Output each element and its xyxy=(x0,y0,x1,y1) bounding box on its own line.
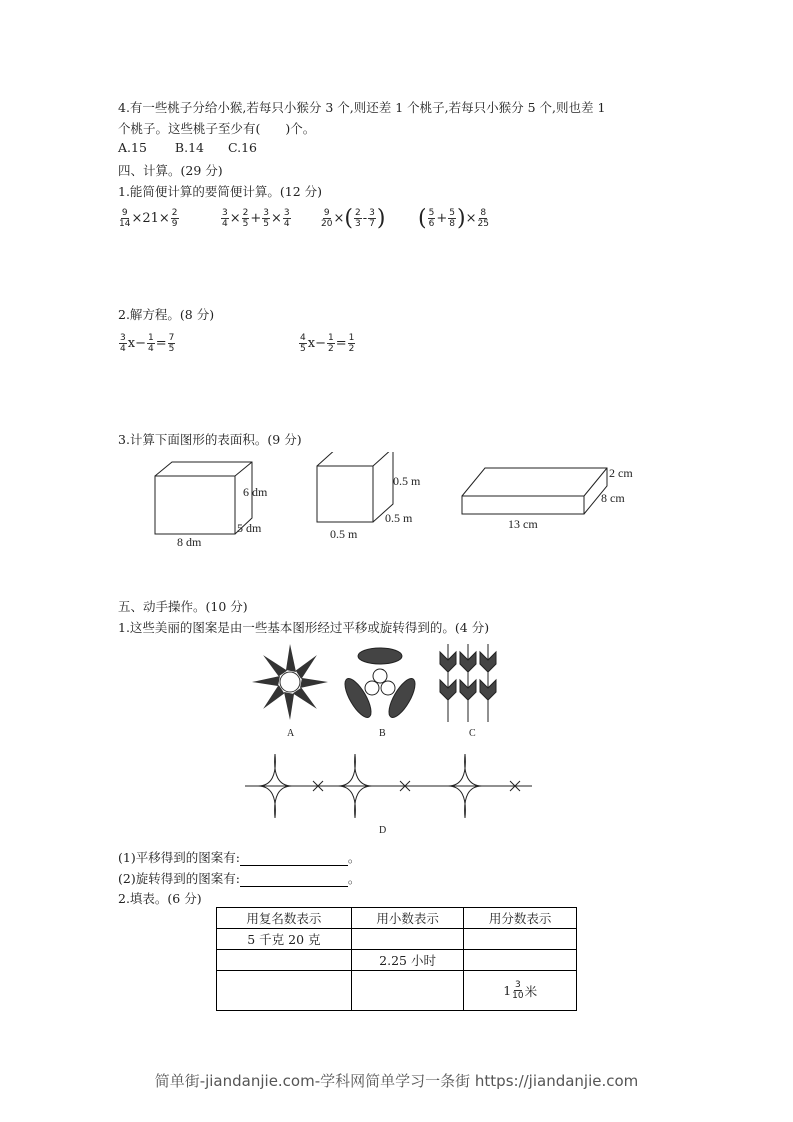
fraction xyxy=(119,208,130,229)
table-row xyxy=(217,929,577,950)
denominator: 10 xyxy=(512,991,524,1001)
slab-width: 13 cm xyxy=(508,517,538,531)
operator: × xyxy=(271,211,282,226)
numerator: 2 xyxy=(242,208,249,218)
fraction xyxy=(428,208,436,229)
expression-4 xyxy=(418,205,490,231)
label-a: A xyxy=(287,728,295,739)
cell: 2.25 小时 xyxy=(351,950,464,971)
table-row xyxy=(217,950,577,971)
denominator: 5 xyxy=(263,219,270,229)
box1-width: 8 dm xyxy=(177,535,202,549)
cell: 5 千克 20 克 xyxy=(217,929,352,950)
fraction xyxy=(242,208,250,229)
denominator: 6 xyxy=(428,219,435,229)
fraction xyxy=(348,333,356,354)
numerator: 4 xyxy=(300,333,306,343)
operator: = xyxy=(155,336,167,351)
header-decimal: 用小数表示 xyxy=(351,908,464,929)
numerator: 3 xyxy=(515,980,521,990)
box1-height: 6 dm xyxy=(243,485,268,499)
equation-question: 2.解方程。(8 分) xyxy=(118,307,215,322)
fraction xyxy=(147,333,155,354)
unit: 米 xyxy=(524,983,538,999)
operator: × xyxy=(465,211,477,226)
section5-title: 五、动手操作。(10 分) xyxy=(118,599,248,614)
cube-width: 0.5 m xyxy=(330,527,358,541)
expression-2 xyxy=(220,208,292,229)
denominator: 2 xyxy=(327,344,334,354)
denominator: 9 xyxy=(171,219,178,229)
rotation-label: (2)旋转得到的图案有: xyxy=(118,871,240,886)
numerator: 9 xyxy=(323,208,330,218)
cuboid-1 xyxy=(155,462,268,549)
denominator: 14 xyxy=(119,219,131,229)
slab xyxy=(462,466,633,531)
fraction xyxy=(171,208,179,229)
pattern-c xyxy=(440,644,496,722)
fraction xyxy=(321,208,332,229)
operator: + xyxy=(250,211,262,226)
rotation-answer xyxy=(118,869,360,887)
table-header xyxy=(217,908,577,929)
q4-line2: 个桃子。这些桃子至少有( )个。 xyxy=(118,121,316,136)
table-row xyxy=(217,971,577,1011)
denominator: 5 xyxy=(168,344,175,354)
fraction xyxy=(327,333,335,354)
cell-blank[interactable] xyxy=(217,950,352,971)
numerator: 2 xyxy=(354,208,361,218)
option-b: B.14 xyxy=(174,140,204,155)
operator: + xyxy=(436,211,448,226)
numerator: 3 xyxy=(369,208,375,218)
cell-blank[interactable] xyxy=(464,929,577,950)
denominator: 4 xyxy=(120,344,126,354)
numerator: 9 xyxy=(121,208,128,218)
parenthesis: ) xyxy=(456,205,466,231)
denominator: 20 xyxy=(321,219,333,229)
numerator: 1 xyxy=(348,333,355,343)
denominator: 5 xyxy=(300,344,306,354)
cube-height: 0.5 m xyxy=(393,474,421,488)
numerator: 2 xyxy=(171,208,178,218)
q4-line1: 4.有一些桃子分给小猴,若每只小猴分 3 个,则还差 1 个桃子,若每只小猴分 5 个,则也差 1 xyxy=(118,100,606,115)
pattern-d xyxy=(245,754,532,818)
section4-title: 四、计算。(29 分) xyxy=(118,163,223,178)
solids-figure xyxy=(140,452,660,552)
parenthesis: ( xyxy=(418,205,427,231)
numerator: 5 xyxy=(449,208,455,218)
fraction xyxy=(262,208,270,229)
header-compound: 用复名数表示 xyxy=(217,908,352,929)
cell-blank[interactable] xyxy=(351,929,464,950)
surface-question: 3.计算下面图形的表面积。(9 分) xyxy=(118,432,302,447)
fraction xyxy=(168,333,176,354)
expression-1 xyxy=(118,208,180,229)
fraction xyxy=(299,333,307,354)
denominator: 3 xyxy=(354,219,361,229)
cell-mixed-fraction xyxy=(464,971,577,1011)
footer-watermark: 简单街-jiandanjie.com-学科网简单学习一条街 https://jiandanjie.com xyxy=(154,1072,639,1090)
option-a: A.15 xyxy=(118,140,147,155)
cell-blank[interactable] xyxy=(464,950,577,971)
cell-blank[interactable] xyxy=(217,971,352,1011)
translation-blank[interactable] xyxy=(240,854,348,866)
numerator: 1 xyxy=(327,333,334,343)
pattern-b xyxy=(340,648,420,721)
fraction xyxy=(283,208,291,229)
pattern-question: 1.这些美丽的图案是由一些基本图形经过平移或旋转得到的。(4 分) xyxy=(118,620,490,635)
label-b: B xyxy=(379,728,386,739)
period: 。 xyxy=(347,850,361,865)
expression-3 xyxy=(320,205,386,231)
numerator: 3 xyxy=(120,333,126,343)
option-c: C.16 xyxy=(227,140,257,155)
numerator: 8 xyxy=(480,208,487,218)
operator: ×21× xyxy=(131,211,170,226)
equation-2 xyxy=(298,333,356,354)
operator: = xyxy=(335,336,347,351)
fraction xyxy=(221,208,229,229)
operator: - xyxy=(362,211,368,226)
conversion-table xyxy=(216,907,577,1011)
rotation-blank[interactable] xyxy=(240,875,348,887)
label-d: D xyxy=(379,825,387,836)
cube xyxy=(317,452,421,541)
box1-depth: 5 dm xyxy=(237,521,262,535)
slab-height: 2 cm xyxy=(609,466,633,480)
operator: × xyxy=(229,211,241,226)
parenthesis: ( xyxy=(344,205,353,231)
numerator: 7 xyxy=(168,333,175,343)
patterns-figure xyxy=(240,640,540,840)
whole: 1 xyxy=(503,983,512,998)
fraction xyxy=(368,208,376,229)
numerator: 3 xyxy=(283,208,290,218)
equation-1 xyxy=(118,333,176,354)
denominator: 8 xyxy=(449,219,455,229)
denominator: 4 xyxy=(147,344,154,354)
cube-depth: 0.5 m xyxy=(385,511,413,525)
fraction xyxy=(354,208,362,229)
denominator: 7 xyxy=(369,219,375,229)
header-fraction: 用分数表示 xyxy=(464,908,577,929)
denominator: 5 xyxy=(242,219,249,229)
q4-options xyxy=(118,140,257,155)
operator: x− xyxy=(307,336,326,351)
operator: × xyxy=(333,211,345,226)
parenthesis: ) xyxy=(376,205,386,231)
translation-answer xyxy=(118,848,360,866)
period: 。 xyxy=(347,871,361,886)
fraction xyxy=(119,333,127,354)
fraction xyxy=(448,208,456,229)
operator: x− xyxy=(127,336,146,351)
denominator: 25 xyxy=(477,219,489,229)
denominator: 4 xyxy=(222,219,228,229)
numerator: 1 xyxy=(147,333,154,343)
translation-label: (1)平移得到的图案有: xyxy=(118,850,240,865)
numerator: 5 xyxy=(428,208,435,218)
cell-blank[interactable] xyxy=(351,971,464,1011)
numerator: 3 xyxy=(263,208,270,218)
slab-depth: 8 cm xyxy=(601,491,625,505)
table-question: 2.填表。(6 分) xyxy=(118,891,202,906)
denominator: 4 xyxy=(283,219,290,229)
numerator: 3 xyxy=(222,208,228,218)
denominator: 2 xyxy=(348,344,355,354)
fraction xyxy=(477,208,488,229)
pattern-a xyxy=(252,644,328,720)
label-c: C xyxy=(469,728,476,739)
calc-question: 1.能简便计算的要简便计算。(12 分) xyxy=(118,184,323,199)
